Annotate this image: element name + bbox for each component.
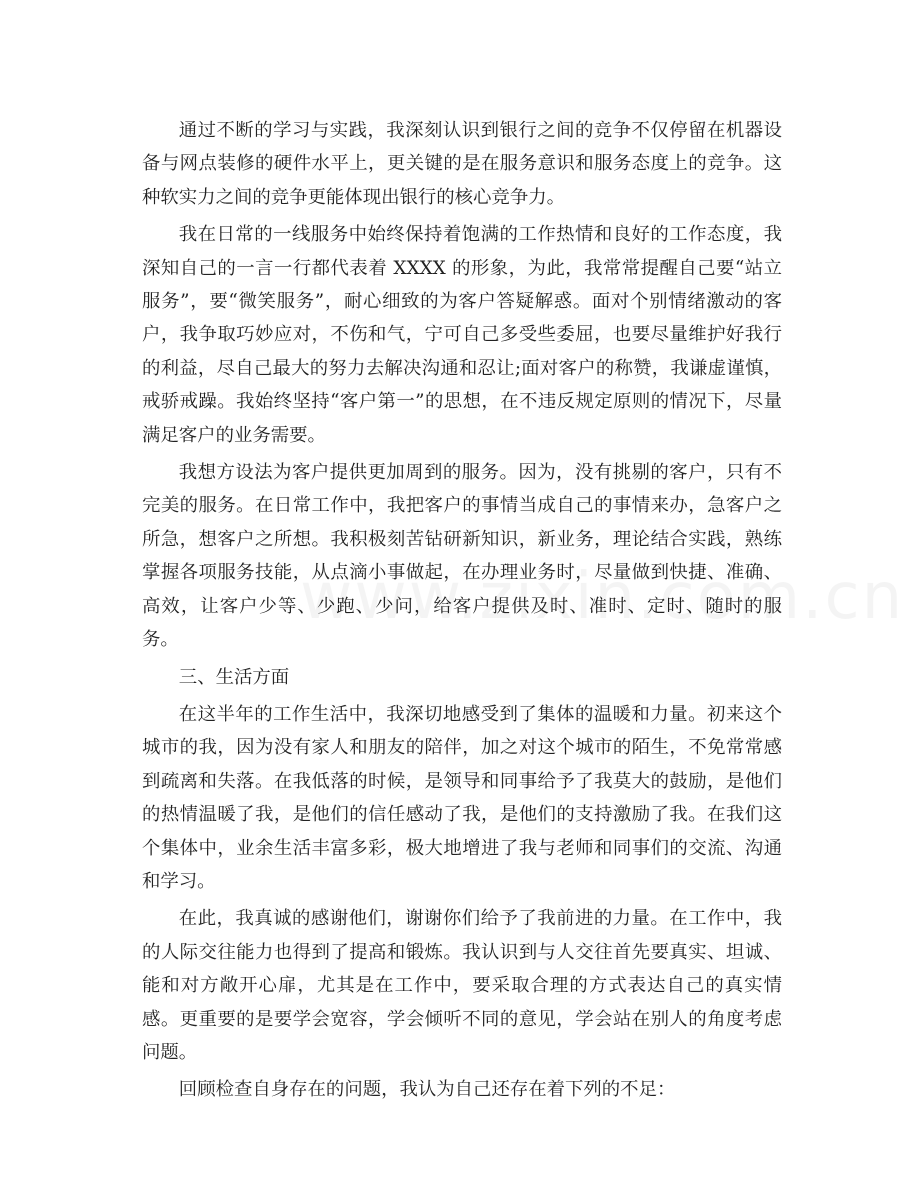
section-heading-life: 三、生活方面 (178, 666, 290, 688)
paragraph-gratitude: 在此，我真诚的感谢他们，谢谢你们给予了我前进的力量。在工作中，我的人际交往能力也得到了提高和锻炼。我认识到与人交往首先要真实、坦诚、能和对方敞开心扉，尤其是在工作中，要采取合理的方式表达自己的真实情感。更重要的是要学会宽容，学会倾听不同的意见，学会站在别人的角度考虑问题。 (142, 908, 782, 1063)
paragraph-better-service: 我想方设法为客户提供更加周到的服务。因为，没有挑剔的客户，只有不完美的服务。在日常工作中，我把客户的事情当成自己的事情来办，急客户之所急，想客户之所想。我积极刻苦钻研新知识，新业务，理论结合实践，熟练掌握各项服务技能，从点滴小事做起，在办理业务时，尽量做到快捷、准确、高效，让客户少等、少跑、少问，给客户提供及时、准时、定时、随时的服务。 (142, 462, 782, 651)
paragraph-collective-warmth: 在这半年的工作生活中，我深切地感受到了集体的温暖和力量。初来这个城市的我，因为没有家人和朋友的陪伴，加之对这个城市的陌生，不免常常感到疏离和失落。在我低落的时候，是领导和同事给予了我莫大的鼓励，是他们的热情温暖了我，是他们的信任感动了我，是他们的支持激励了我。在我们这个集体中，业余生活丰富多彩，极大地增进了我与老师和同事们的交流、沟通和学习。 (142, 703, 782, 892)
document-body (142, 114, 782, 1111)
paragraph-service-competition: 通过不断的学习与实践，我深刻认识到银行之间的竞争不仅停留在机器设备与网点装修的硬件水平上，更关键的是在服务意识和服务态度上的竞争。这种软实力之间的竞争更能体现出银行的核心竞争力。 (142, 120, 782, 208)
paragraph-frontline-service: 我在日常的一线服务中始终保持着饱满的工作热情和良好的工作态度，我深知自己的一言一行都代表着 XXXX 的形象，为此，我常常提醒自己要“站立服务”，要“微笑服务”，耐心细致的为客户答疑解惑。面对个别情绪激动的客户，我争取巧妙应对，不伤和气，宁可自己多受些委屈，也要尽量维护好我行的利益，尽自己最大的努力去解决沟通和忍让;面对客户的称赞，我谦虚谨慎，戒骄戒躁。我始终坚持“客户第一”的思想，在不违反规定原则的情况下，尽量满足客户的业务需要。 (142, 224, 782, 446)
paragraph-shortcomings-intro: 回顾检查自身存在的问题，我认为自己还存在着下列的不足： (178, 1079, 676, 1101)
